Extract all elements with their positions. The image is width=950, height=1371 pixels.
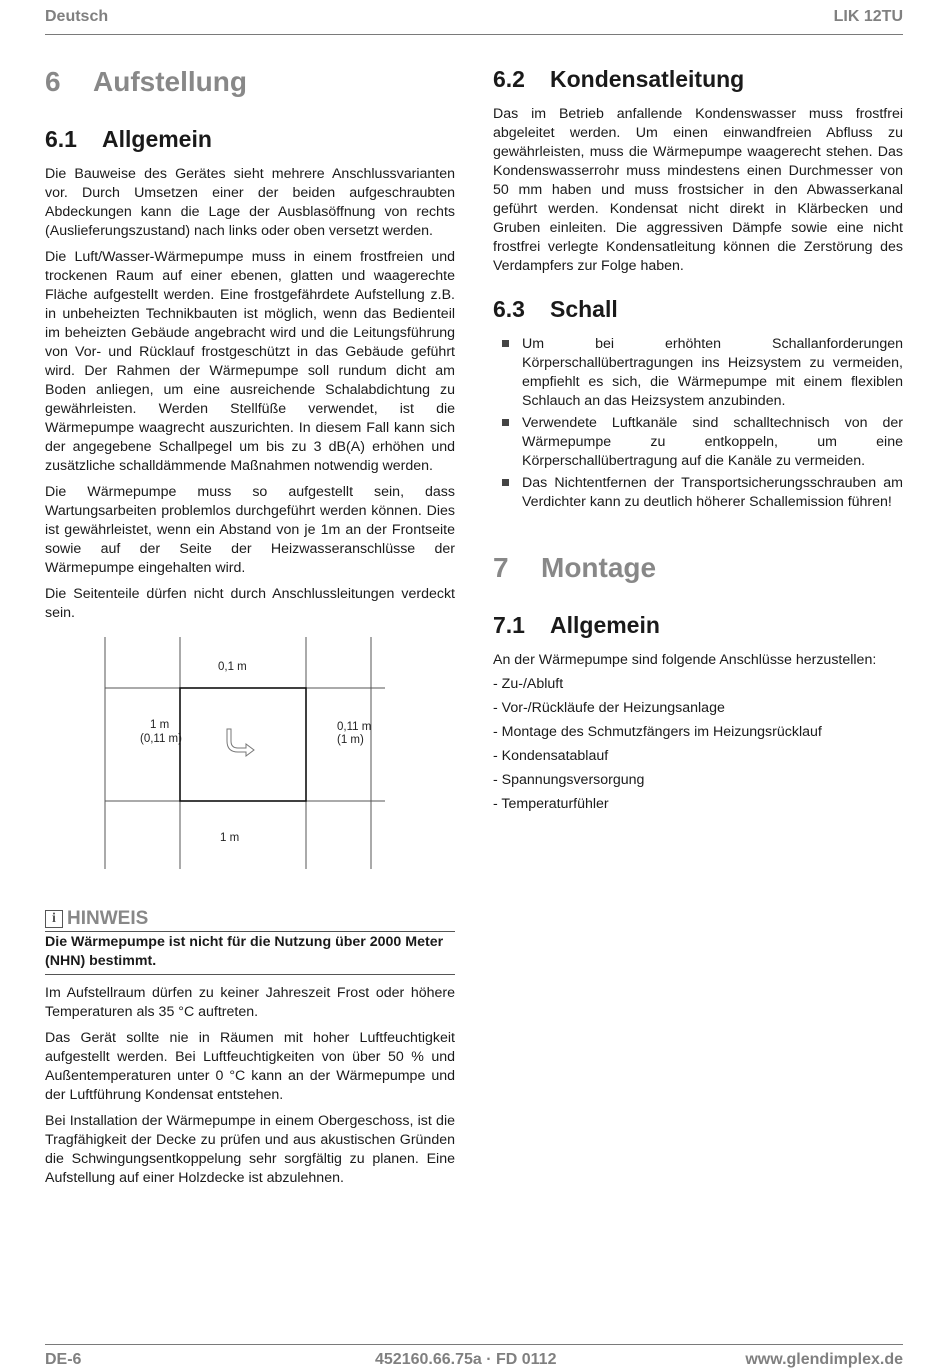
notice-text: Die Wärmepumpe ist nicht für die Nutzung über 2000 Meter (NHN) bestimmt. (45, 932, 455, 975)
paragraph: Die Wärmepumpe muss so aufgestellt sein, dass Wartungsarbeiten problemlos durchgeführt werden können. Dies ist gewährleistet, wenn ein Abstand von je 1m an der Frontseite sowie auf der Seite der Heizwasseranschlüsse der Wärmepumpe eingehalten wird. (45, 484, 455, 576)
list-item: - Zu-/Abluft (493, 676, 564, 692)
clearance-right-alt-label: (1 m) (337, 734, 364, 746)
clearance-left-alt-label: (0,11 m) (140, 733, 182, 745)
section-number: 6.2 (493, 66, 525, 92)
list-item: - Vor-/Rückläufe der Heizungsanlage (493, 700, 725, 716)
page-footer (45, 1344, 903, 1371)
paragraph: Die Seitenteile dürfen nicht durch Anschlussleitungen verdeckt sein. (45, 586, 455, 621)
list-item: - Montage des Schmutzfängers im Heizungsrücklauf (493, 724, 822, 740)
section-title: Schall (550, 296, 618, 322)
paragraph: Die Luft/Wasser-Wärmepumpe muss in einem frostfreien und trockenen Raum auf einer ebenen, glatten und waagerechte Fläche aufgestellt werden. Eine frostgefährdete Aufstellung z.B. in unbeheizten Technikbauten ist möglich, wenn das Bedienteil im beheizten Gebäude angebracht wird und die Leitungsführung von Vor- und Rücklauf frostgeschützt in das Gebäude geführt wird. Der Rahmen der Wärmepumpe soll rundum dicht am Boden anliegen, um eine ausreichende Schalabdichtung zu gewährleisten. Werden Stellfüße verwendet, ist die Wärmepumpe waagrecht auszurichten. In diesem Fall kann sich der angegebene Schallpegel um bis zu 3 dB(A) erhöhen und zusätzliche schalldämmende Maßnahmen notwendig werden. (45, 249, 455, 474)
chapter-title: Aufstellung (93, 66, 247, 97)
list-item: - Spannungsversorgung (493, 772, 645, 788)
section-number: 6.1 (45, 126, 77, 152)
paragraph: Bei Installation der Wärmepumpe in einem Obergeschoss, ist die Tragfähigkeit der Decke zu prüfen und aus akustischen Gründen die Schwingungsentkoppelung sehr sorgfältig zu planen. Eine Aufstellung auf einer Holzdecke ist abzulehnen. (45, 1113, 455, 1186)
notice-title-text: HINWEIS (67, 908, 149, 929)
section-title: Allgemein (550, 612, 660, 638)
section-7-1-heading (493, 612, 903, 639)
section-6-2-heading (493, 66, 903, 93)
installation-clearance-diagram (60, 637, 390, 869)
chapter-title: Montage (541, 552, 657, 583)
list-item: - Temperaturfühler (493, 796, 609, 812)
connections-list (493, 675, 903, 814)
page-number: DE-6 (45, 1351, 82, 1368)
paragraph: Das Gerät sollte nie in Räumen mit hoher Luftfeuchtigkeit aufgestellt werden. Bei Luftfeuchtigkeiten von über 50 % und Außentemperaturen unter 0 °C kann an der Wärmepumpe und der Luftführung Kondensat entstehen. (45, 1030, 455, 1103)
airflow-arrow-icon (227, 729, 254, 756)
clearance-bottom-label: 1 m (220, 832, 240, 844)
page-header (45, 6, 903, 35)
chapter-6-heading (45, 66, 455, 104)
info-icon: i (45, 910, 63, 928)
sound-bullet-list (493, 335, 903, 512)
clearance-right-label: 0,11 m (337, 721, 372, 733)
section-number: 7.1 (493, 612, 525, 638)
header-product: LIK 12TU (833, 8, 903, 25)
heat-pump-footprint (180, 688, 306, 801)
section-title: Kondensatleitung (550, 66, 745, 92)
left-column (45, 66, 455, 630)
clearance-left-label: 1 m (150, 719, 170, 731)
notice-box (45, 908, 455, 975)
bullet-square-icon (502, 340, 509, 347)
notice-title (45, 908, 455, 932)
paragraph: An der Wärmepumpe sind folgende Anschlüsse herzustellen: (493, 652, 877, 668)
list-item: - Kondensatablauf (493, 748, 609, 764)
section-6-3-heading (493, 296, 903, 323)
left-column-continued (45, 984, 455, 1195)
clearance-top-label: 0,1 m (218, 661, 247, 673)
right-column (493, 66, 903, 819)
paragraph: Die Bauweise des Gerätes sieht mehrere Anschlussvarianten vor. Durch Umsetzen einer der beiden aufgeschraubten Abdeckungen kann die Lage der Ausblasöffnung von rechts (Auslieferungszustand) nach links oder oben versetzt werden. (45, 166, 455, 239)
chapter-number: 7 (493, 552, 509, 583)
list-item: Um bei erhöhten Schallanforderungen Körperschallübertragungen ins Heizsystem zu vermeiden, empfiehlt es sich, die Wärmepumpe mit einem flexiblen Schlauch an das Heizsystem anzubinden. (493, 335, 903, 411)
list-item: Verwendete Luftkanäle sind schalltechnisch von der Wärmepumpe zu entkoppeln, um eine Körperschallübertragung auf die Kanäle zu vermeiden. (493, 414, 903, 471)
section-number: 6.3 (493, 296, 525, 322)
section-title: Allgemein (102, 126, 212, 152)
header-language: Deutsch (45, 8, 109, 25)
bullet-square-icon (502, 479, 509, 486)
list-item: Das Nichtentfernen der Transportsicherungsschrauben am Verdichter kann zu deutlich höherer Schallemission führen! (493, 474, 903, 512)
paragraph: Das im Betrieb anfallende Kondenswasser muss frostfrei abgeleitet werden. Um einen einwandfreien Abfluss zu gewährleisten, muss die Wärmepumpe waagerecht stehen. Das Kondenswasserrohr muss mindestens einen Durchmesser von 50 mm haben und muss frostsicher in den Abwasserkanal geführt werden. Kondensat nicht direkt in Klärbecken und Gruben einleiten. Die aggressiven Dämpfe sowie eine nicht frostfrei verlegte Kondensatleitung können die Zerstörung des Verdampfers zur Folge haben. (493, 106, 903, 274)
paragraph: Im Aufstellraum dürfen zu keiner Jahreszeit Frost oder höhere Temperaturen als 35 °C auftreten. (45, 985, 455, 1020)
document-code: 452160.66.75a · FD 0112 (375, 1351, 557, 1368)
website-url: www.glendimplex.de (745, 1351, 903, 1368)
chapter-number: 6 (45, 66, 61, 97)
bullet-square-icon (502, 419, 509, 426)
chapter-7-heading (493, 552, 903, 590)
section-6-1-heading (45, 126, 455, 153)
